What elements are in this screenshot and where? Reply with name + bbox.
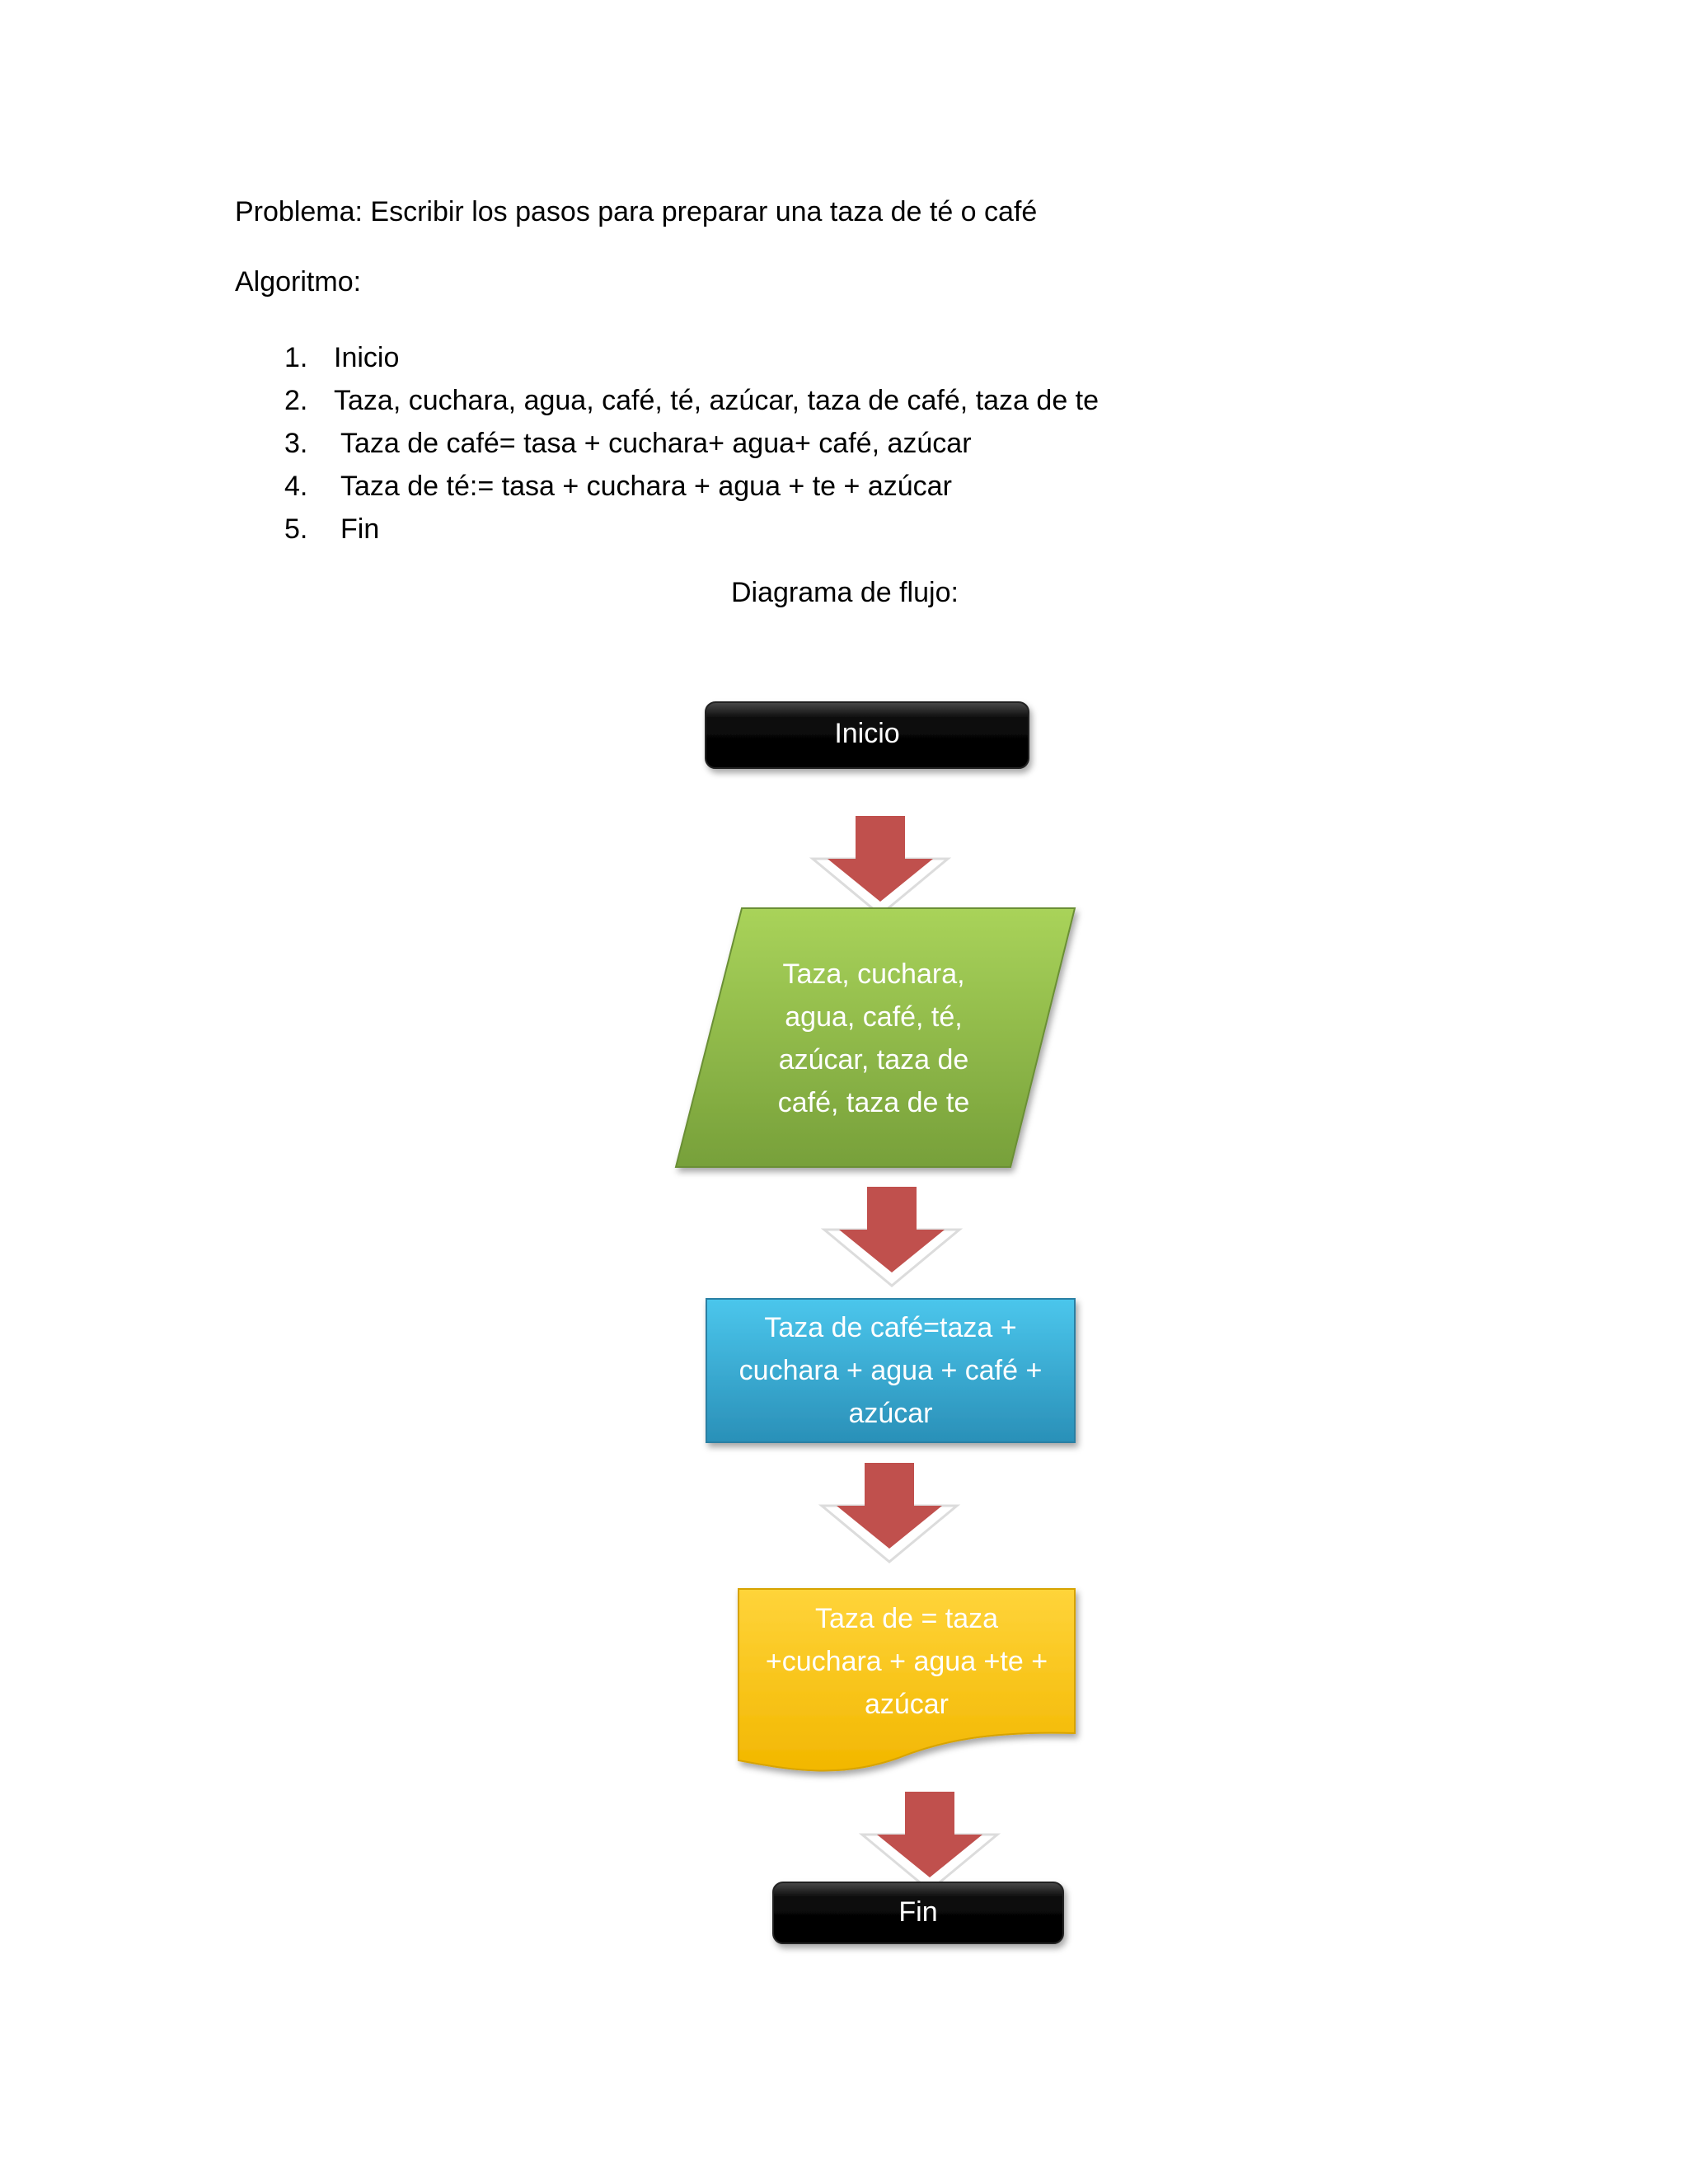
input-label: Taza, cuchara, agua, café, té, azúcar, taza de café, taza de te	[777, 958, 970, 1118]
list-item: 3. Taza de café= tasa + cuchara+ agua+ café, azúcar	[284, 428, 972, 459]
list-item: 4. Taza de té:= tasa + cuchara + agua + te + azúcar	[284, 471, 952, 502]
list-item: 1. Inicio	[284, 342, 400, 373]
document-label: Taza de = taza +cuchara + agua +te + azúcar	[765, 1603, 1048, 1720]
arrow-down-icon	[824, 1187, 959, 1286]
arrow-down-icon	[862, 1792, 997, 1891]
process-label: Taza de café=taza + cuchara + agua + café + azúcar	[738, 1312, 1043, 1429]
start-label: Inicio	[834, 718, 900, 749]
end-label: Fin	[898, 1896, 938, 1928]
list-item: 2. Taza, cuchara, agua, café, té, azúcar, taza de café, taza de te	[284, 385, 1100, 416]
list-item: 5. Fin	[284, 513, 380, 545]
problem-statement: Problema: Escribir los pasos para preparar una taza de té o café	[235, 196, 1038, 227]
arrow-down-icon	[822, 1463, 957, 1562]
algorithm-label: Algoritmo:	[235, 266, 362, 298]
arrow-down-icon	[813, 816, 948, 915]
diagram-title: Diagrama de flujo:	[731, 577, 959, 608]
